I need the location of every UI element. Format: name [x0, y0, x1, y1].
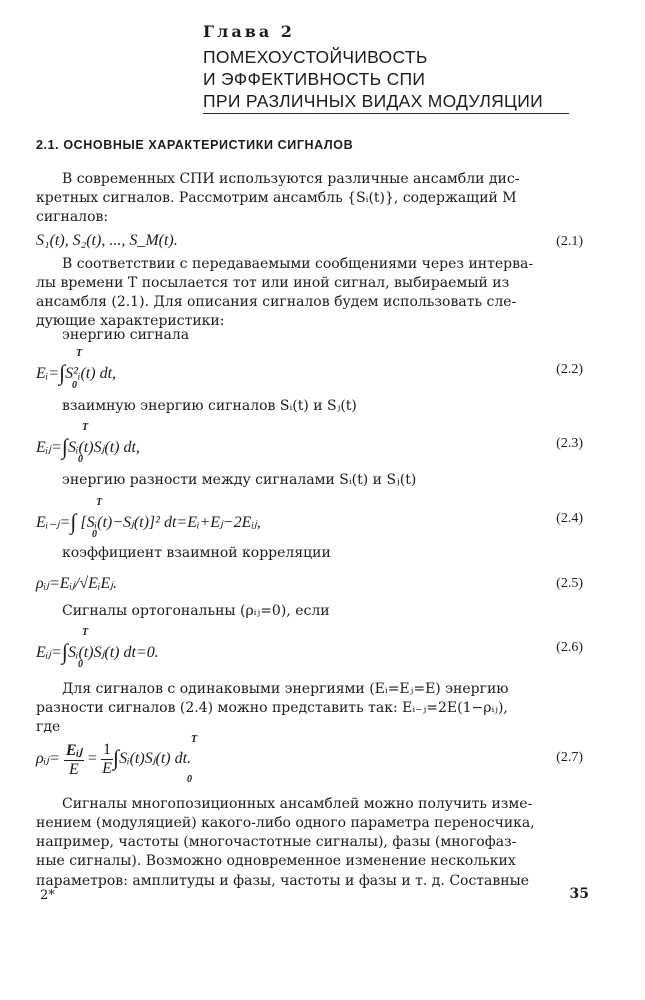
- equals-sign: =: [88, 750, 98, 768]
- text-line: Для сигналов с одинаковыми энергиями (Eᵢ=Eⱼ=E) энергию: [62, 681, 509, 697]
- integral-lower-limit: 0: [78, 659, 83, 670]
- text-line: кретных сигналов. Рассмотрим ансамбль {Sᵢ(t)}, содержащий M: [36, 190, 517, 206]
- integral-upper-limit: T: [191, 734, 198, 745]
- text-line: где: [36, 719, 61, 736]
- label-correlation: коэффициент взаимной корреляции: [62, 545, 331, 561]
- label-mutual-energy: взаимную энергию сигналов Sᵢ(t) и Sⱼ(t): [62, 398, 357, 414]
- equation-2-4: [36, 497, 261, 540]
- equation-body: ρᵢⱼ=Eᵢⱼ/√EᵢEⱼ.: [36, 575, 118, 592]
- integral-upper-limit: T: [82, 627, 89, 638]
- text-line: например, частоты (многочастотные сигналы), фазы (многофаз-: [36, 834, 517, 851]
- integral-lower-limit: 0: [92, 529, 97, 540]
- text-line: ные сигналы). Возможно одновременное изменение нескольких: [36, 853, 516, 870]
- integral-upper-limit: T: [76, 348, 83, 359]
- text-line: нением (модуляцией) какого-либо одного параметра переносчика,: [36, 815, 535, 831]
- equation-body: S₁(t), S₂(t), ..., S_M(t).: [36, 232, 178, 249]
- equation-number: (2.4): [556, 511, 583, 526]
- equation-integrand: S²ᵢ(t) dt,: [65, 365, 117, 382]
- label-orthogonal: Сигналы ортогональны (ρᵢⱼ=0), если: [62, 603, 330, 619]
- equation-number: (2.1): [556, 234, 583, 249]
- paragraph: [36, 814, 582, 891]
- equation-integrand: Sᵢ(t)Sⱼ(t) dt.: [119, 750, 192, 768]
- text-line: В современных СПИ используются различные ансамбли дис-: [62, 171, 520, 187]
- text-line: ансамбля (2.1). Для описания сигналов будем использовать сле-: [36, 294, 517, 311]
- equation-integrand: [Sᵢ(t)−Sⱼ(t)]² dt=Eᵢ+Eⱼ−2Eᵢⱼ,: [80, 514, 261, 531]
- text-line: В соответствии с передаваемыми сообщениями через интерва-: [62, 256, 534, 272]
- chapter-title-line: ПОМЕХОУСТОЙЧИВОСТЬ: [203, 47, 428, 67]
- text-line: Сигналы многопозиционных ансамблей можно получить изме-: [62, 796, 533, 812]
- text-line: лы времени T посылается тот или иной сигнал, выбираемый из: [36, 275, 510, 291]
- paragraph: [62, 170, 582, 189]
- paragraph: [36, 274, 582, 332]
- integral-lower-limit: 0: [72, 380, 77, 391]
- label-energy: энергию сигнала: [62, 327, 190, 343]
- equation-2-5: [36, 573, 117, 593]
- fraction-denominator: E: [102, 760, 112, 777]
- integral-lower-limit: 0: [78, 454, 83, 465]
- equation-number: (2.2): [556, 362, 583, 377]
- text-line: разности сигналов (2.4) можно представить так: Eᵢ₋ⱼ=2E(1−ρᵢⱼ),: [36, 700, 508, 716]
- equation-lhs: Eᵢⱼ=: [36, 439, 62, 456]
- integral-sign: ∫: [59, 360, 66, 385]
- chapter-title-line: ПРИ РАЗЛИЧНЫХ ВИДАХ МОДУЛЯЦИИ: [203, 91, 544, 111]
- equation-2-3: [36, 422, 140, 465]
- equation-number: (2.7): [556, 750, 583, 765]
- fraction-numerator: 1: [103, 741, 112, 758]
- fraction: [101, 741, 113, 778]
- equation-number: (2.5): [556, 576, 583, 591]
- paragraph: [62, 680, 582, 699]
- equation-number: (2.3): [556, 436, 583, 451]
- equation-integrand: Sᵢ(t)Sⱼ(t) dt=0.: [67, 644, 159, 661]
- page-number: 35: [569, 886, 589, 902]
- equation-lhs: Eᵢ₋ⱼ=: [36, 514, 71, 531]
- fraction: [64, 740, 84, 779]
- chapter-label: Глава 2: [203, 22, 295, 41]
- chapter-title: [203, 46, 543, 112]
- equation-2-6: [36, 627, 159, 670]
- fraction-numerator: Eᵢⱼ: [65, 742, 82, 759]
- equation-2-2: [36, 348, 117, 391]
- label-difference-energy: энергию разности между сигналами Sᵢ(t) и Sⱼ(t): [62, 472, 417, 488]
- fraction-denominator: E: [69, 761, 79, 778]
- text-line: сигналов:: [36, 209, 109, 226]
- text-line: параметров: амплитуды и фазы, частоты и фазы и т. д. Составные: [36, 872, 530, 889]
- integral-sign: ∫: [70, 509, 77, 534]
- integral-upper-limit: T: [96, 497, 103, 508]
- paragraph: [36, 699, 582, 737]
- equation-lhs: Eᵢⱼ=: [36, 644, 62, 661]
- equation-2-1: [36, 232, 178, 250]
- integral-lower-limit: 0: [187, 774, 192, 785]
- integral-upper-limit: T: [82, 422, 89, 433]
- paragraph: [62, 795, 582, 814]
- integral-sign: ∫: [113, 745, 120, 771]
- equation-number: (2.6): [556, 640, 583, 655]
- equation-integrand: Sᵢ(t)Sⱼ(t) dt,: [67, 439, 140, 456]
- integral-sign: ∫: [61, 639, 68, 664]
- equation-lhs: ρᵢⱼ=: [36, 750, 60, 768]
- text-line: дующие характеристики:: [36, 313, 225, 330]
- paragraph: [36, 189, 582, 227]
- chapter-rule: [203, 113, 569, 114]
- section-heading: 2.1. ОСНОВНЫЕ ХАРАКТЕРИСТИКИ СИГНАЛОВ: [36, 138, 354, 152]
- integral-sign: ∫: [61, 434, 68, 459]
- equation-lhs: Eᵢ=: [36, 365, 60, 382]
- equation-2-7: [36, 734, 198, 785]
- chapter-title-line: И ЭФФЕКТИВНОСТЬ СПИ: [203, 69, 426, 89]
- paragraph: [62, 255, 582, 274]
- printer-signature-mark: 2*: [40, 888, 55, 903]
